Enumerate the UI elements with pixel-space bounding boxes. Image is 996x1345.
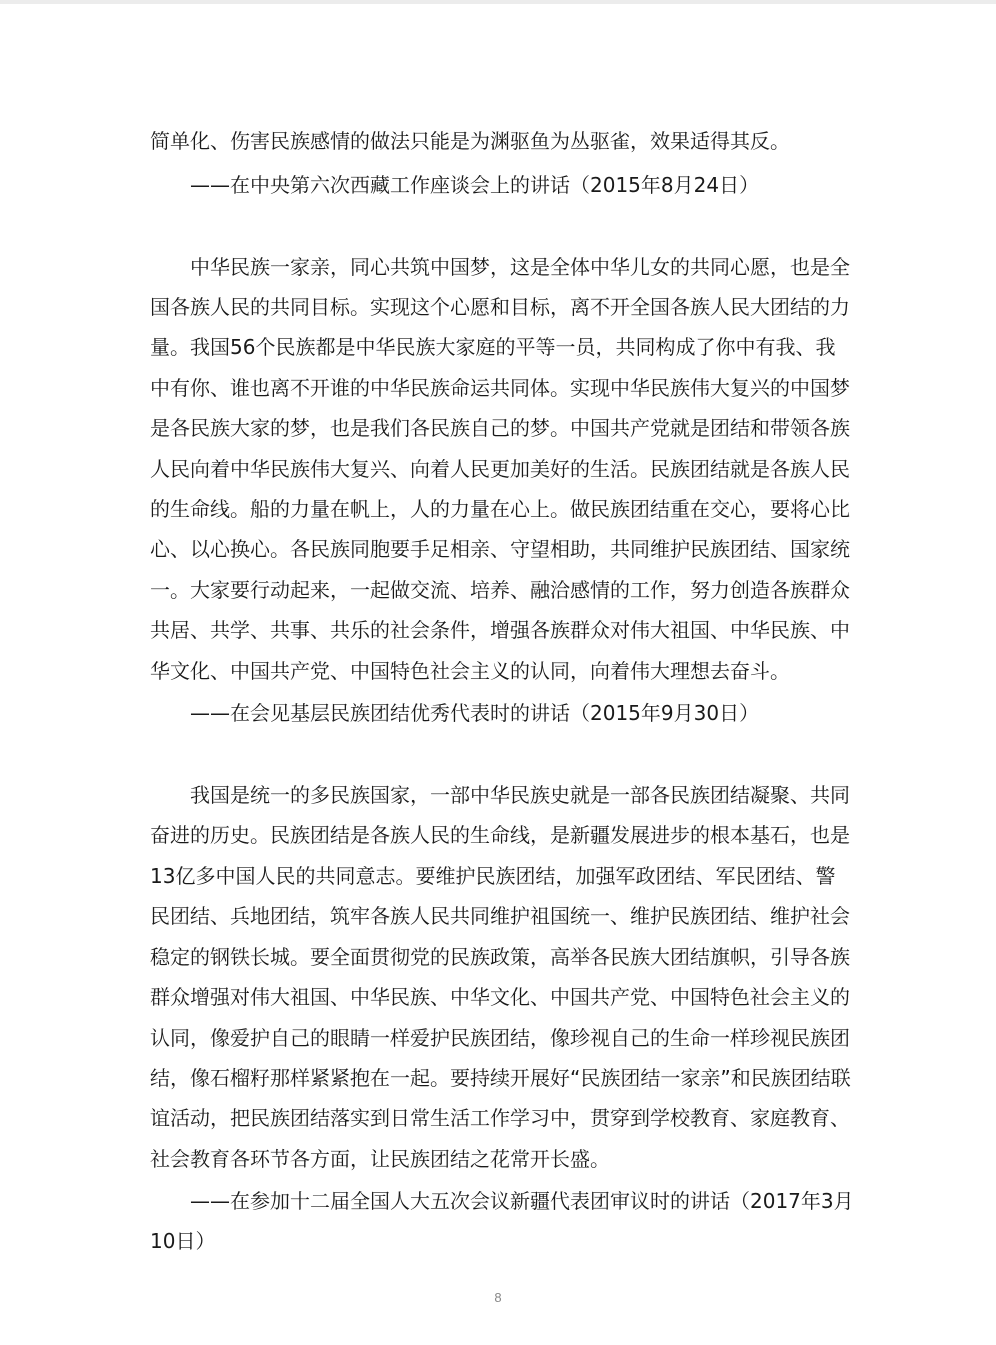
source-citation: ——在会见基层民族团结优秀代表时的讲话（2015年9月30日） [190,701,760,725]
text-line: 共居、共学、共事、共乐的社会条件，增强各族群众对伟大祖国、中华民族、中 [150,618,850,642]
text-line: 是各民族大家的梦，也是我们各民族自己的梦。中国共产党就是团结和带领各族 [150,416,850,440]
page-top-edge [0,0,996,4]
text-line: ——在参加十二届全国人大五次会议新疆代表团审议时的讲话（2017年3月 [190,1189,854,1213]
text-line: 稳定的钢铁长城。要全面贯彻党的民族政策，高举各民族大团结旗帜，引导各族 [150,945,850,969]
text-line: 华文化、中国共产党、中国特色社会主义的认同，向着伟大理想去奋斗。 [150,659,790,683]
text-line: 的生命线。船的力量在帆上，人的力量在心上。做民族团结重在交心，要将心比 [150,497,850,521]
text-line: 一。大家要行动起来，一起做交流、培养、融洽感情的工作，努力创造各族群众 [150,578,850,602]
text-line: 人民向着中华民族伟大复兴、向着人民更加美好的生活。民族团结就是各族人民 [150,457,850,481]
text-line: 群众增强对伟大祖国、中华民族、中华文化、中国共产党、中国特色社会主义的 [150,985,850,1009]
text-line: 社会教育各环节各方面，让民族团结之花常开长盛。 [150,1147,610,1171]
text-line: 国各族人民的共同目标。实现这个心愿和目标，离不开全国各族人民大团结的力 [150,295,850,319]
page-number: 8 [494,1290,502,1305]
text-line: 中有你、谁也离不开谁的中华民族命运共同体。实现中华民族伟大复兴的中国梦 [150,376,850,400]
text-line: 量。我国56个民族都是中华民族大家庭的平等一员，共同构成了你中有我、我 [150,335,836,359]
text-line: 结，像石榴籽那样紧紧抱在一起。要持续开展好“民族团结一家亲”和民族团结联 [150,1066,851,1090]
text-line: 谊活动，把民族团结落实到日常生活工作学习中，贯穿到学校教育、家庭教育、 [150,1106,850,1130]
source-citation: ——在中央第六次西藏工作座谈会上的讲话（2015年8月24日） [190,173,760,197]
text-line: 中华民族一家亲，同心共筑中国梦，这是全体中华儿女的共同心愿，也是全 [190,255,850,279]
source-citation: 10日） [150,1229,216,1253]
text-line: 13亿多中国人民的共同意志。要维护民族团结，加强军政团结、军民团结、警 [150,864,836,888]
text-line: 心、以心换心。各民族同胞要手足相亲、守望相助，共同维护民族团结、国家统 [150,537,850,561]
text-line: 民团结、兵地团结，筑牢各族人民共同维护祖国统一、维护民族团结、维护社会 [150,904,850,928]
text-line: 简单化、伤害民族感情的做法只能是为渊驱鱼为丛驱雀，效果适得其反。 [150,129,790,153]
text-line: 我国是统一的多民族国家，一部中华民族史就是一部各民族团结凝聚、共同 [190,783,850,807]
text-line: 认同，像爱护自己的眼睛一样爱护民族团结，像珍视自己的生命一样珍视民族团 [150,1026,850,1050]
text-line: 奋进的历史。民族团结是各族人民的生命线，是新疆发展进步的根本基石，也是 [150,823,850,847]
